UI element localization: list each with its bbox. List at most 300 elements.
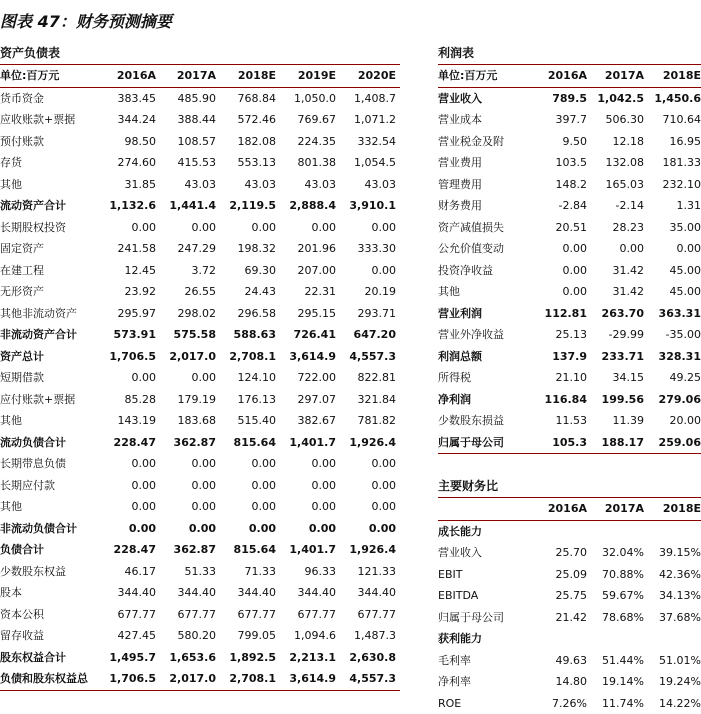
cell-value: 14.80 (530, 671, 587, 693)
cell-value: 43.03 (216, 174, 276, 196)
cell-value: 2,630.8 (336, 647, 396, 669)
row-label: 负债合计 (0, 539, 96, 561)
cell-value (587, 628, 644, 650)
cell-value: 16.95 (644, 131, 701, 153)
table-row (438, 195, 701, 217)
cell-value: 183.68 (156, 410, 216, 432)
row-label: 长期股权投资 (0, 217, 96, 239)
row-label: 应付账款+票据 (0, 389, 96, 411)
cell-value: 25.09 (530, 564, 587, 586)
cell-value: 677.77 (216, 604, 276, 626)
cell-value: 0.00 (96, 367, 156, 389)
cell-value: 332.54 (336, 131, 396, 153)
cell-value: 224.35 (276, 131, 336, 153)
cell-value: 105.3 (530, 432, 587, 454)
table-row (438, 671, 701, 693)
cell-value: 1,094.6 (276, 625, 336, 647)
row-label: 其他 (0, 496, 96, 518)
cell-value: 580.20 (156, 625, 216, 647)
cell-value: 0.00 (216, 453, 276, 475)
table-row (0, 496, 400, 518)
row-label: 财务费用 (438, 195, 530, 217)
row-label: 毛利率 (438, 650, 530, 672)
cell-value: 34.13% (644, 585, 701, 607)
row-label: 单位:百万元 (438, 65, 530, 87)
cell-value: 176.13 (216, 389, 276, 411)
table-row (0, 324, 400, 346)
cell-value: -29.99 (587, 324, 644, 346)
cell-value: 0.00 (96, 496, 156, 518)
row-label: 投资净收益 (438, 260, 530, 282)
cell-value: 768.84 (216, 88, 276, 110)
table-row (438, 152, 701, 174)
cell-value: 0.00 (336, 496, 396, 518)
table-row (0, 238, 400, 260)
cell-value: 28.23 (587, 217, 644, 239)
cell-value: 0.00 (336, 260, 396, 282)
cell-value: 295.15 (276, 303, 336, 325)
cell-value: 0.00 (156, 518, 216, 540)
cell-value: 20.51 (530, 217, 587, 239)
table-row (438, 607, 701, 629)
cell-value (530, 521, 587, 543)
row-label: 留存收益 (0, 625, 96, 647)
table-row (0, 389, 400, 411)
cell-value: 344.40 (156, 582, 216, 604)
cell-value: 201.96 (276, 238, 336, 260)
cell-value: 181.33 (644, 152, 701, 174)
cell-value: 34.15 (587, 367, 644, 389)
cell-value: 51.01% (644, 650, 701, 672)
cell-value: 2016A (530, 65, 587, 87)
cell-value: 2,017.0 (156, 668, 216, 690)
cell-value: 3.72 (156, 260, 216, 282)
cell-value: 0.00 (276, 496, 336, 518)
cell-value: 3,910.1 (336, 195, 396, 217)
cell-value: 769.67 (276, 109, 336, 131)
row-label: 长期带息负债 (0, 453, 96, 475)
table-row (0, 561, 400, 583)
cell-value: 2018E (644, 498, 701, 520)
table-row (0, 625, 400, 647)
table-row (0, 88, 400, 110)
cell-value: 362.87 (156, 539, 216, 561)
cell-value: 0.00 (216, 496, 276, 518)
cell-value: 108.57 (156, 131, 216, 153)
row-label: 资本公积 (0, 604, 96, 626)
table-row (0, 260, 400, 282)
cell-value: 0.00 (336, 475, 396, 497)
cell-value: 1,450.6 (644, 88, 701, 110)
row-label: 少数股东损益 (438, 410, 530, 432)
table-row (0, 281, 400, 303)
cell-value: 344.40 (336, 582, 396, 604)
table-row (0, 518, 400, 540)
row-label: 非流动负债合计 (0, 518, 96, 540)
cell-value: 11.39 (587, 410, 644, 432)
table-row (438, 109, 701, 131)
cell-value: 98.50 (96, 131, 156, 153)
cell-value: 22.31 (276, 281, 336, 303)
cell-value: 321.84 (336, 389, 396, 411)
cell-value: 0.00 (156, 475, 216, 497)
cell-value: 45.00 (644, 260, 701, 282)
cell-value: 726.41 (276, 324, 336, 346)
cell-value: 228.47 (96, 432, 156, 454)
cell-value: 0.00 (276, 475, 336, 497)
cell-value (644, 628, 701, 650)
cell-value: 485.90 (156, 88, 216, 110)
table-row (0, 432, 400, 454)
cell-value: 198.32 (216, 238, 276, 260)
cell-value: 11.53 (530, 410, 587, 432)
cell-value: 0.00 (336, 518, 396, 540)
row-label: 负债和股东权益总 (0, 668, 96, 690)
cell-value: 121.33 (336, 561, 396, 583)
cell-value: 12.18 (587, 131, 644, 153)
cell-value (644, 521, 701, 543)
table-row (438, 521, 701, 543)
table-row (0, 195, 400, 217)
row-label: 管理费用 (438, 174, 530, 196)
cell-value: 179.19 (156, 389, 216, 411)
cell-value: 26.55 (156, 281, 216, 303)
cell-value: 397.7 (530, 109, 587, 131)
cell-value: 247.29 (156, 238, 216, 260)
cell-value: 69.30 (216, 260, 276, 282)
cell-value: 31.42 (587, 260, 644, 282)
table-row (0, 367, 400, 389)
row-label: 公允价值变动 (438, 238, 530, 260)
cell-value: 647.20 (336, 324, 396, 346)
table-row (0, 604, 400, 626)
table-row (0, 346, 400, 368)
cell-value: 677.77 (156, 604, 216, 626)
table-row (438, 367, 701, 389)
row-label: 单位:百万元 (0, 65, 96, 87)
cell-value: 46.17 (96, 561, 156, 583)
table-row (0, 539, 400, 561)
row-label: 短期借款 (0, 367, 96, 389)
cell-value: 0.00 (644, 238, 701, 260)
cell-value: 573.91 (96, 324, 156, 346)
cell-value: 1,653.6 (156, 647, 216, 669)
table-row (438, 432, 701, 455)
cell-value: 182.08 (216, 131, 276, 153)
cell-value: 0.00 (336, 453, 396, 475)
cell-value: 23.92 (96, 281, 156, 303)
cell-value: 1,926.4 (336, 432, 396, 454)
cell-value: 383.45 (96, 88, 156, 110)
cell-value: 298.02 (156, 303, 216, 325)
cell-value: 2,708.1 (216, 668, 276, 690)
cell-value: 132.08 (587, 152, 644, 174)
cell-value: 71.33 (216, 561, 276, 583)
cell-value: 722.00 (276, 367, 336, 389)
cell-value: 39.15% (644, 542, 701, 564)
row-label: 资产减值损失 (438, 217, 530, 239)
cell-value: 677.77 (276, 604, 336, 626)
table-row (438, 628, 701, 650)
cell-value: 822.81 (336, 367, 396, 389)
row-label: 预付账款 (0, 131, 96, 153)
cell-value: 295.97 (96, 303, 156, 325)
cell-value: 9.50 (530, 131, 587, 153)
cell-value: 1,071.2 (336, 109, 396, 131)
table-row (438, 238, 701, 260)
table-row (438, 585, 701, 607)
cell-value: 232.10 (644, 174, 701, 196)
row-label: 少数股东权益 (0, 561, 96, 583)
cell-value: 2,888.4 (276, 195, 336, 217)
cell-value: 588.63 (216, 324, 276, 346)
cell-value: 4,557.3 (336, 668, 396, 690)
cell-value: 1,441.4 (156, 195, 216, 217)
row-label: 其他 (0, 410, 96, 432)
table-row (438, 650, 701, 672)
cell-value: 415.53 (156, 152, 216, 174)
row-label: 其他非流动资产 (0, 303, 96, 325)
cell-value: 1.31 (644, 195, 701, 217)
cell-value: 344.40 (216, 582, 276, 604)
cell-value: 2,708.1 (216, 346, 276, 368)
cell-value: 677.77 (336, 604, 396, 626)
cell-value: 96.33 (276, 561, 336, 583)
cell-value: 0.00 (156, 453, 216, 475)
cell-value: 515.40 (216, 410, 276, 432)
cell-value: 0.00 (216, 217, 276, 239)
financial-ratios-table (438, 475, 701, 714)
cell-value: 781.82 (336, 410, 396, 432)
row-label: 营业利润 (438, 303, 530, 325)
row-label: 归属于母公司 (438, 432, 530, 454)
row-label: 流动资产合计 (0, 195, 96, 217)
cell-value: 43.03 (156, 174, 216, 196)
row-label: 货币资金 (0, 88, 96, 110)
table-header-row (438, 65, 701, 88)
cell-value: 1,706.5 (96, 668, 156, 690)
cell-value: 0.00 (530, 238, 587, 260)
cell-value: 116.84 (530, 389, 587, 411)
income-statement-heading: 利润表 (438, 42, 701, 65)
row-label: 营业税金及附 (438, 131, 530, 153)
cell-value: 0.00 (530, 281, 587, 303)
cell-value: 1,487.3 (336, 625, 396, 647)
cell-value (587, 521, 644, 543)
cell-value: 124.10 (216, 367, 276, 389)
cell-value: 21.10 (530, 367, 587, 389)
cell-value: 1,050.0 (276, 88, 336, 110)
row-label: 所得税 (438, 367, 530, 389)
row-label: 营业费用 (438, 152, 530, 174)
cell-value: 0.00 (530, 260, 587, 282)
cell-value: 49.25 (644, 367, 701, 389)
cell-value: 24.43 (216, 281, 276, 303)
row-label: 营业外净收益 (438, 324, 530, 346)
cell-value: 427.45 (96, 625, 156, 647)
cell-value: 259.06 (644, 432, 701, 454)
cell-value: 388.44 (156, 109, 216, 131)
table-row (0, 217, 400, 239)
cell-value: 2018E (644, 65, 701, 87)
row-label: ROE (438, 693, 530, 714)
table-row (438, 346, 701, 368)
row-label: 净利润 (438, 389, 530, 411)
row-label: 利润总额 (438, 346, 530, 368)
cell-value: 19.24% (644, 671, 701, 693)
cell-value: 165.03 (587, 174, 644, 196)
cell-value: 344.24 (96, 109, 156, 131)
row-label: 营业成本 (438, 109, 530, 131)
table-row (0, 152, 400, 174)
table-row (438, 693, 701, 714)
cell-value: 0.00 (156, 217, 216, 239)
cell-value: 297.07 (276, 389, 336, 411)
cell-value: 2019E (276, 65, 336, 87)
cell-value: 12.45 (96, 260, 156, 282)
cell-value: 0.00 (216, 518, 276, 540)
table-row (438, 281, 701, 303)
row-label (438, 498, 530, 520)
cell-value: 199.56 (587, 389, 644, 411)
cell-value: 2018E (216, 65, 276, 87)
row-label: 净利率 (438, 671, 530, 693)
cell-value: 0.00 (276, 217, 336, 239)
cell-value: 7.26% (530, 693, 587, 714)
cell-value: 801.38 (276, 152, 336, 174)
cell-value: 25.13 (530, 324, 587, 346)
cell-value: 0.00 (216, 475, 276, 497)
table-row (0, 453, 400, 475)
cell-value: 263.70 (587, 303, 644, 325)
cell-value: 0.00 (96, 453, 156, 475)
table-row (0, 174, 400, 196)
cell-value: 45.00 (644, 281, 701, 303)
table-row (438, 324, 701, 346)
row-label: 归属于母公司 (438, 607, 530, 629)
cell-value: 14.22% (644, 693, 701, 714)
table-row (438, 131, 701, 153)
table-row (438, 88, 701, 110)
cell-value (530, 628, 587, 650)
row-label: EBIT (438, 564, 530, 586)
cell-value: 344.40 (96, 582, 156, 604)
cell-value: 572.46 (216, 109, 276, 131)
cell-value: 143.19 (96, 410, 156, 432)
table-row (0, 303, 400, 325)
table-row (438, 217, 701, 239)
cell-value: 0.00 (276, 518, 336, 540)
cell-value: 21.42 (530, 607, 587, 629)
cell-value: 85.28 (96, 389, 156, 411)
row-label: 获利能力 (438, 628, 530, 650)
row-label: 股东权益合计 (0, 647, 96, 669)
cell-value: 42.36% (644, 564, 701, 586)
cell-value: 207.00 (276, 260, 336, 282)
cell-value: 0.00 (96, 475, 156, 497)
cell-value: 2017A (587, 498, 644, 520)
row-label: 成长能力 (438, 521, 530, 543)
cell-value: 293.71 (336, 303, 396, 325)
cell-value: 25.70 (530, 542, 587, 564)
cell-value: 1,042.5 (587, 88, 644, 110)
row-label: 在建工程 (0, 260, 96, 282)
cell-value: 789.5 (530, 88, 587, 110)
cell-value: 32.04% (587, 542, 644, 564)
cell-value: 1,495.7 (96, 647, 156, 669)
cell-value: 31.85 (96, 174, 156, 196)
cell-value: 1,401.7 (276, 539, 336, 561)
row-label: 长期应付款 (0, 475, 96, 497)
income-statement-table (438, 42, 701, 454)
table-row (0, 582, 400, 604)
cell-value: 78.68% (587, 607, 644, 629)
cell-value: 0.00 (156, 367, 216, 389)
cell-value: 31.42 (587, 281, 644, 303)
cell-value: 677.77 (96, 604, 156, 626)
cell-value: 2016A (530, 498, 587, 520)
cell-value: 815.64 (216, 432, 276, 454)
cell-value: 2017A (587, 65, 644, 87)
row-label: 流动负债合计 (0, 432, 96, 454)
row-label: 营业收入 (438, 542, 530, 564)
cell-value: 148.2 (530, 174, 587, 196)
table-row (0, 668, 400, 691)
cell-value: 35.00 (644, 217, 701, 239)
cell-value: 241.58 (96, 238, 156, 260)
table-row (438, 410, 701, 432)
cell-value: 333.30 (336, 238, 396, 260)
table-row (0, 475, 400, 497)
cell-value: 137.9 (530, 346, 587, 368)
cell-value: 37.68% (644, 607, 701, 629)
cell-value: 0.00 (276, 453, 336, 475)
cell-value: 1,401.7 (276, 432, 336, 454)
table-row (0, 647, 400, 669)
cell-value: 233.71 (587, 346, 644, 368)
cell-value: 1,132.6 (96, 195, 156, 217)
row-label: 股本 (0, 582, 96, 604)
cell-value: -2.14 (587, 195, 644, 217)
cell-value: 43.03 (276, 174, 336, 196)
cell-value: 2,213.1 (276, 647, 336, 669)
table-row (438, 303, 701, 325)
cell-value: 296.58 (216, 303, 276, 325)
cell-value: 1,892.5 (216, 647, 276, 669)
row-label: 固定资产 (0, 238, 96, 260)
page-title: 图表 47：财务预测摘要 (0, 4, 172, 40)
table-row (438, 542, 701, 564)
table-row (438, 260, 701, 282)
cell-value: 112.81 (530, 303, 587, 325)
cell-value: 3,614.9 (276, 668, 336, 690)
cell-value: 51.44% (587, 650, 644, 672)
cell-value: 2,119.5 (216, 195, 276, 217)
table-row (0, 410, 400, 432)
row-label: 非流动资产合计 (0, 324, 96, 346)
cell-value: 20.19 (336, 281, 396, 303)
cell-value: 4,557.3 (336, 346, 396, 368)
cell-value: 1,706.5 (96, 346, 156, 368)
table-row (438, 389, 701, 411)
cell-value: 274.60 (96, 152, 156, 174)
row-label: 存货 (0, 152, 96, 174)
cell-value: 11.74% (587, 693, 644, 714)
cell-value: 2,017.0 (156, 346, 216, 368)
cell-value: 49.63 (530, 650, 587, 672)
cell-value: 0.00 (336, 217, 396, 239)
table-row (0, 131, 400, 153)
